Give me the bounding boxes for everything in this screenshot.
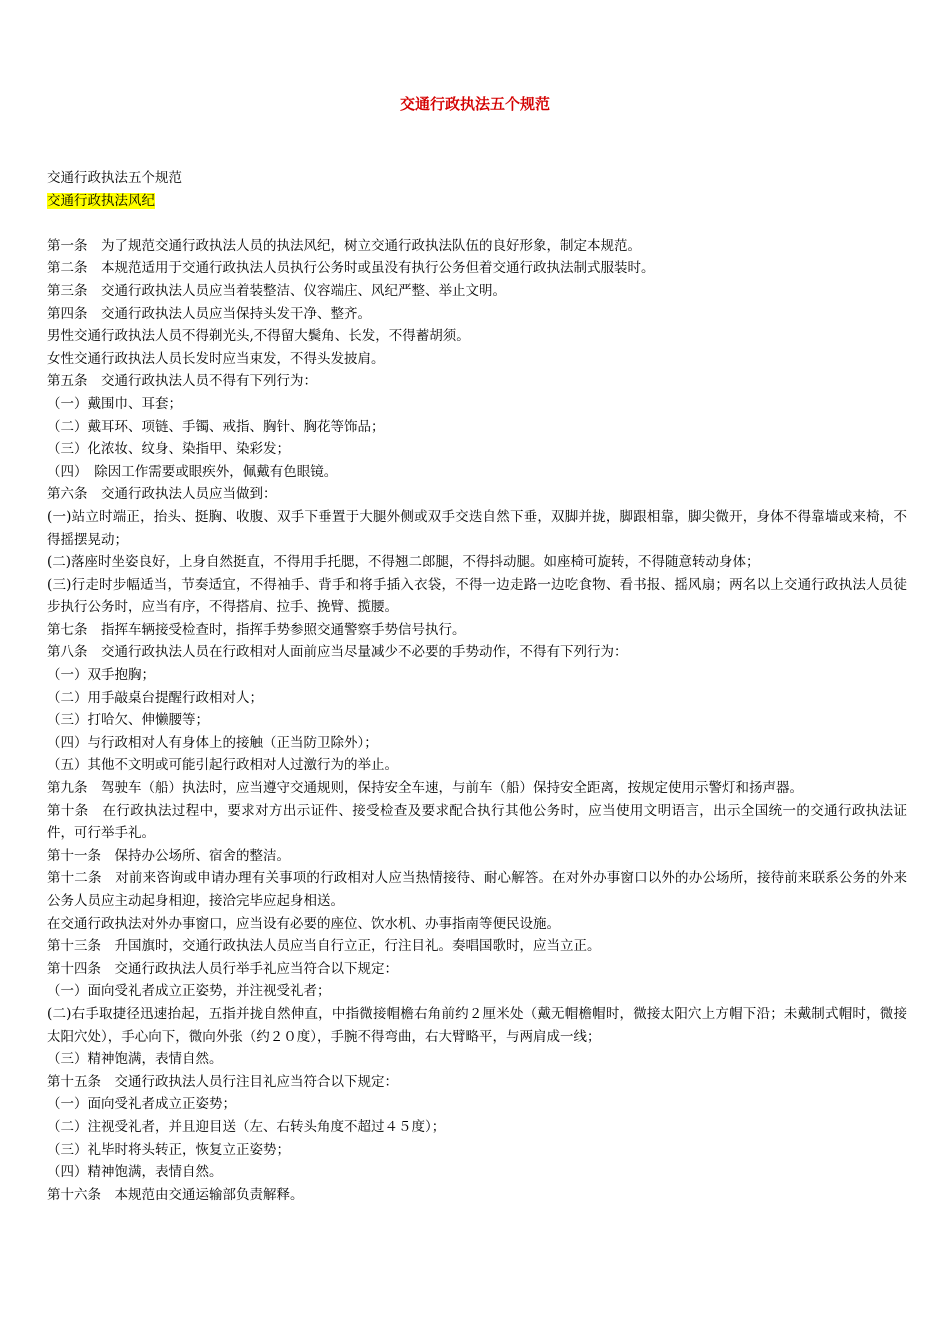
paragraph: 第十三条 升国旗时，交通行政执法人员应当自行立正，行注目礼。奏唱国歌时，应当立正。 xyxy=(47,938,601,955)
section-heading-line xyxy=(47,190,907,213)
paragraph: （二）用手敲桌台提醒行政相对人； xyxy=(47,689,263,706)
paragraph: (一)站立时端正，抬头、挺胸、收腹、双手下垂置于大腿外侧或双手交迭自然下垂，双脚并拢，脚跟相靠，脚尖微开，身体不得靠墙或来椅，不得摇摆晃动； xyxy=(47,508,907,548)
paragraph: 第一条 为了规范交通行政执法人员的执法风纪，树立交通行政执法队伍的良好形象，制定本规范。 xyxy=(47,237,641,254)
paragraph: 第十四条 交通行政执法人员行举手礼应当符合以下规定： xyxy=(47,960,398,977)
paragraph: 第四条 交通行政执法人员应当保持头发干净、整齐。 xyxy=(47,305,371,322)
paragraph: 女性交通行政执法人员长发时应当束发，不得头发披肩。 xyxy=(47,350,385,367)
paragraph: （一）面向受礼者成立正姿势，并注视受礼者； xyxy=(47,983,331,1000)
paragraph: 第六条 交通行政执法人员应当做到： xyxy=(47,486,277,503)
paragraph: （三）化浓妆、纹身、染指甲、染彩发； xyxy=(47,441,290,458)
paragraph: 第三条 交通行政执法人员应当着装整洁、仪容端庄、风纪严整、举止文明。 xyxy=(47,282,506,299)
paragraph: (二)落座时坐姿良好，上身自然挺直，不得用手托腮，不得翘二郎腿，不得抖动腿。如座椅可旋转，不得随意转动身体； xyxy=(47,554,760,571)
paragraph: （三）打哈欠、伸懒腰等； xyxy=(47,712,209,729)
paragraph: 第二条 本规范适用于交通行政执法人员执行公务时或虽没有执行公务但着交通行政执法制式服装时。 xyxy=(47,260,655,277)
paragraph: （三）礼毕时将头转正，恢复立正姿势； xyxy=(47,1141,290,1158)
paragraph: （一）戴围巾、耳套； xyxy=(47,395,182,412)
paragraph: （一）双手抱胸； xyxy=(47,667,155,684)
paragraph: （四）与行政相对人有身体上的接触（正当防卫除外）； xyxy=(47,734,378,751)
paragraph: (二)右手取捷径迅速抬起，五指并拢自然伸直，中指微接帽檐右角前约２厘米处（戴无帽檐帽时，微接太阳穴上方帽下沿；未戴制式帽时，微接太阳穴处），手心向下，微向外张（约２０度），手腕不得弯曲，右大臂略平，与两肩成一线； xyxy=(47,1005,907,1045)
paragraph: 第十二条 对前来咨询或申请办理有关事项的行政相对人应当热情接待、耐心解答。在对外办事窗口以外的办公场所，接待前来联系公务的外来公务人员应主动起身相迎，接洽完毕应起身相送。 xyxy=(47,870,907,909)
paragraph: 在交通行政执法对外办事窗口，应当设有必要的座位、饮水机、办事指南等便民设施。 xyxy=(47,915,560,932)
paragraph: （二）注视受礼者，并且迎目送（左、右转头角度不超过４５度）； xyxy=(47,1118,446,1135)
paragraph: (三)行走时步幅适当，节奏适宜，不得袖手、背手和将手插入衣袋，不得一边走路一边吃食物、看书报、摇风扇；两名以上交通行政执法人员徒步执行公务时，应当有序，不得搭肩、拉手、挽臂、揽腰。 xyxy=(47,576,907,616)
paragraph: 第九条 驾驶车（船）执法时，应当遵守交通规则，保持安全车速，与前车（船）保持安全距离，按规定使用示警灯和扬声器。 xyxy=(47,780,803,797)
section-heading: 交通行政执法风纪 xyxy=(47,192,155,209)
paragraph: 第十五条 交通行政执法人员行注目礼应当符合以下规定： xyxy=(47,1073,398,1090)
document-body xyxy=(47,167,907,1206)
paragraph: 第十条 在行政执法过程中，要求对方出示证件、接受检查及要求配合执行其他公务时，应当使用文明语言，出示全国统一的交通行政执法证件，可行举手礼。 xyxy=(47,802,907,842)
document-title: 交通行政执法五个规范 xyxy=(399,95,550,113)
paragraph: 第五条 交通行政执法人员不得有下列行为： xyxy=(47,373,317,390)
paragraph: （三）精神饱满，表情自然。 xyxy=(47,1051,223,1068)
paragraph: 男性交通行政执法人员不得剃光头,不得留大鬓角、长发，不得蓄胡须。 xyxy=(47,328,470,345)
paragraph: 第十一条 保持办公场所、宿舍的整洁。 xyxy=(47,847,290,864)
paragraph: （五）其他不文明或可能引起行政相对人过激行为的举止。 xyxy=(47,757,398,774)
paragraph: 第十六条 本规范由交通运输部负责解释。 xyxy=(47,1186,304,1203)
paragraph: （四）精神饱满，表情自然。 xyxy=(47,1164,223,1181)
paragraph: 第八条 交通行政执法人员在行政相对人面前应当尽量减少不必要的手势动作，不得有下列行为： xyxy=(47,644,628,661)
document-subtitle: 交通行政执法五个规范 xyxy=(47,170,182,186)
paragraph: 第七条 指挥车辆接受检查时，指挥手势参照交通警察手势信号执行。 xyxy=(47,621,466,638)
blank-line xyxy=(47,212,907,235)
paragraph: （四） 除因工作需要或眼疾外，佩戴有色眼镜。 xyxy=(47,463,338,480)
paragraph: （一）面向受礼者成立正姿势； xyxy=(47,1096,236,1113)
paragraph: （二）戴耳环、项链、手镯、戒指、胸针、胸花等饰品； xyxy=(47,418,385,435)
